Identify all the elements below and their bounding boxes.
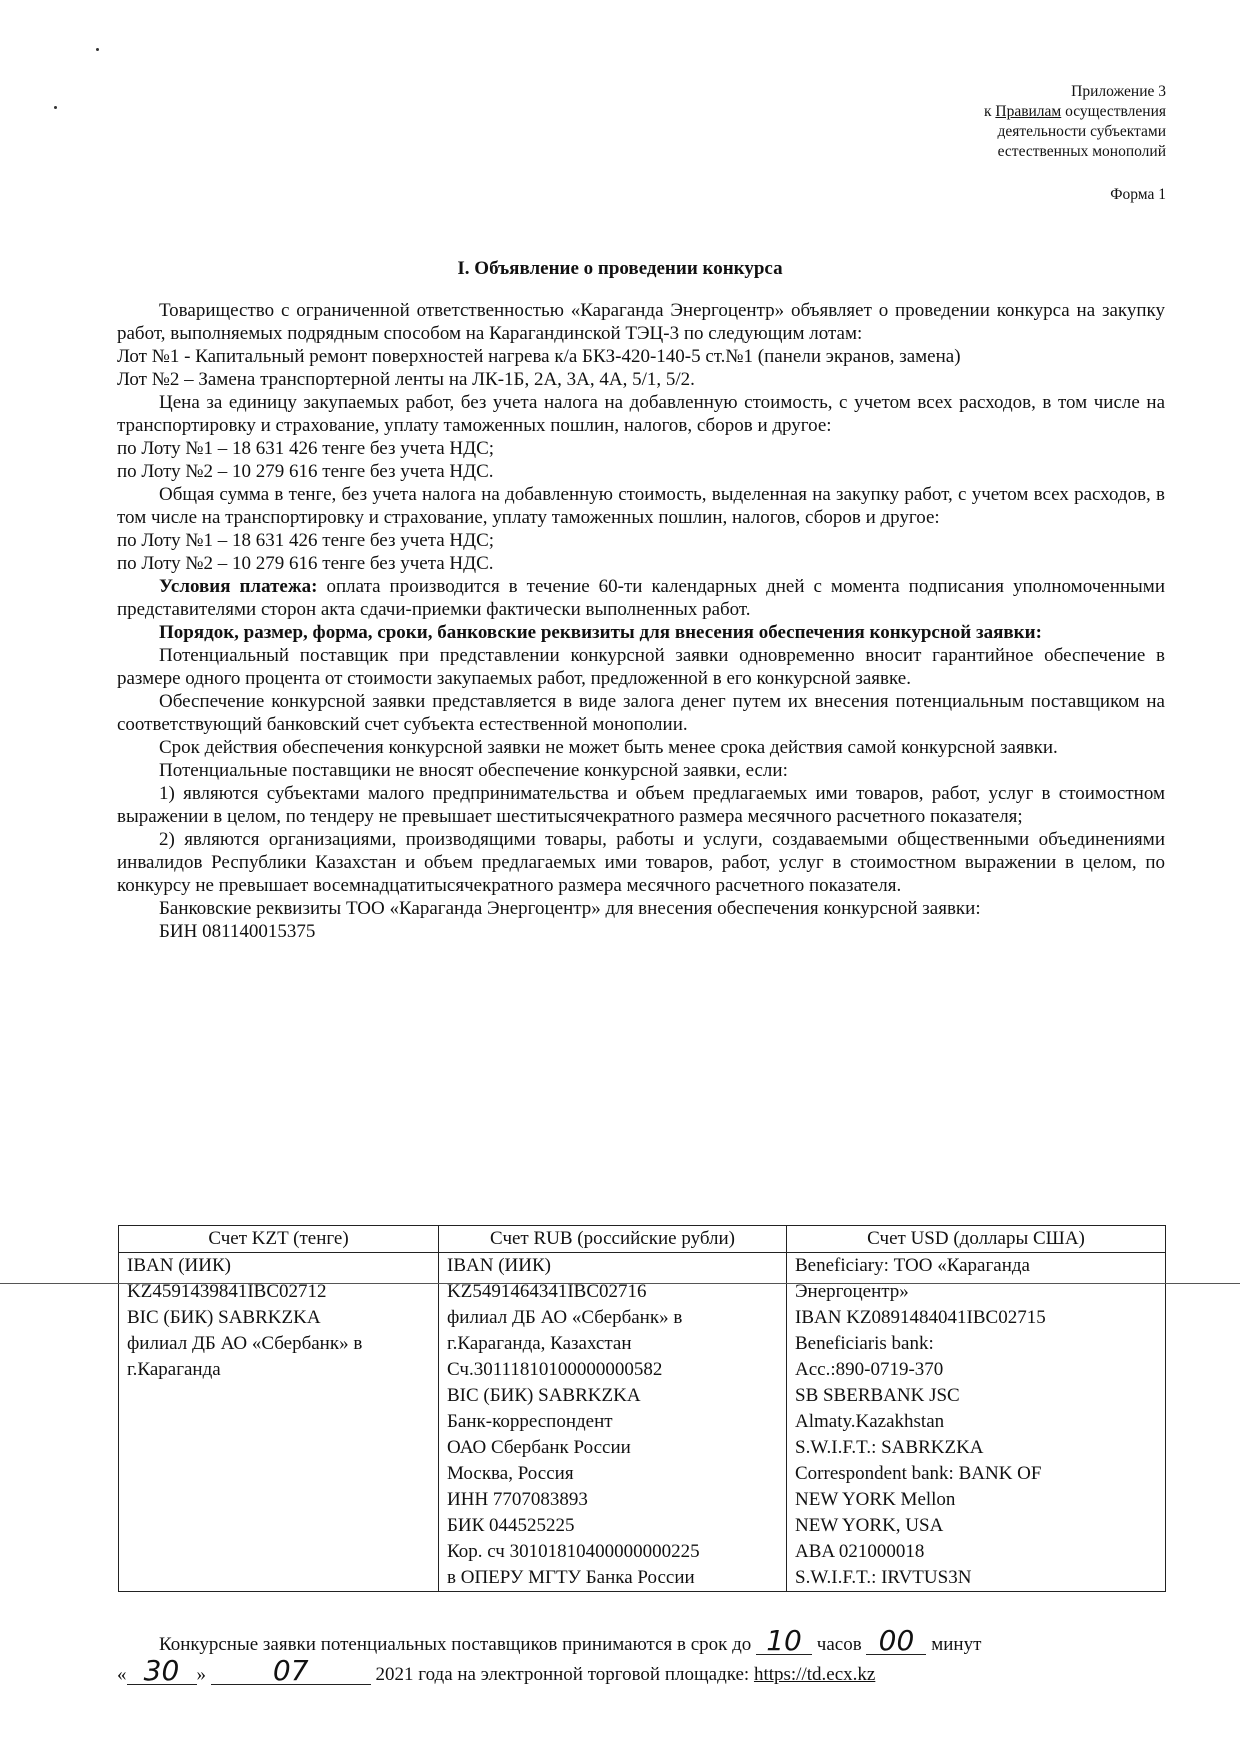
total-paragraph: Общая сумма в тенге, без учета налога на добавленную стоимость, выделенная на закупку работ, с учетом всех расходов, в том числе на транспортировку и страхование, уплату таможенных пошлин, налогов, сборов и другое: xyxy=(117,484,1165,528)
security-paragraph: 1) являются субъектами малого предпринимательства и объем предлагаемых ими товаров, работ, услуг в стоимостном выражении в целом, по тендеру не превышает шеститысячекратного размера месячного расчетного показателя; xyxy=(117,783,1165,827)
table-header-row xyxy=(119,1226,1166,1253)
total-price-lot: по Лоту №1 – 18 631 426 тенге без учета НДС; xyxy=(117,530,495,551)
rules-link[interactable]: Правилам xyxy=(995,103,1062,120)
deadline-line-2: « 30 » 07 2021 года на электронной торговой площадке: https://td.ecx.kz xyxy=(117,1654,876,1687)
account-detail-line: ИНН 7707083893 xyxy=(447,1489,588,1510)
account-detail-line: Москва, Россия xyxy=(447,1463,574,1484)
scan-speck xyxy=(96,48,99,51)
form-number: Форма 1 xyxy=(1110,186,1166,203)
deadline-statement xyxy=(117,1624,1165,1688)
intro-paragraph: Товарищество с ограниченной ответственностью «Караганда Энергоцентр» объявляет о проведении конкурса на закупку работ, выполняемых подрядным способом на Карагандинской ТЭЦ-3 по следующим лотам: xyxy=(117,300,1165,344)
security-paragraph: Потенциальный поставщик при представлении конкурсной заявки одновременно вносит гарантийное обеспечение в размере одного процента от стоимости закупаемых работ, предложенной в его конкурсной заявке. xyxy=(117,645,1165,689)
handwritten-day: 30 xyxy=(127,1658,197,1685)
handwritten-minute: 00 xyxy=(866,1628,926,1655)
account-detail-line: KZ5491464341IBC02716 xyxy=(447,1281,647,1302)
account-detail-line: IBAN KZ0891484041IBC02715 xyxy=(795,1307,1046,1328)
account-detail-line: Сч.30111810100000000582 xyxy=(447,1359,663,1380)
document-title: I. Объявление о проведении конкурса xyxy=(457,258,783,279)
scan-speck xyxy=(54,106,57,109)
account-detail-line: S.W.I.F.T.: IRVTUS3N xyxy=(795,1567,972,1588)
account-detail-line: филиал ДБ АО «Сбербанк» в xyxy=(447,1307,683,1328)
platform-url-link[interactable]: https://td.ecx.kz xyxy=(753,1664,876,1685)
account-detail-line: KZ4591439841IBC02712 xyxy=(127,1281,327,1302)
bank-intro: Банковские реквизиты ТОО «Караганда Энергоцентр» для внесения обеспечения конкурсной заявки: xyxy=(159,898,981,919)
account-detail-line: Acc.:890-0719-370 xyxy=(795,1359,944,1380)
lot-item: Лот №2 – Замена транспортерной ленты на ЛК-1Б, 2А, 3А, 4А, 5/1, 5/2. xyxy=(117,369,695,390)
appendix-number: Приложение 3 xyxy=(1071,83,1166,100)
account-detail-line: Almaty.Kazakhstan xyxy=(795,1411,945,1432)
account-detail-line: БИК 044525225 xyxy=(447,1515,575,1536)
account-detail-line: S.W.I.F.T.: SABRKZKA xyxy=(795,1437,984,1458)
account-detail-line: ABA 021000018 xyxy=(795,1541,925,1562)
account-detail-line: BIC (БИК) SABRKZKA xyxy=(127,1307,321,1328)
account-detail-line: Кор. сч 30101810400000000225 xyxy=(447,1541,700,1562)
account-detail-line: ОАО Сбербанк России xyxy=(447,1437,631,1458)
appendix-line-4: естественных монополий xyxy=(997,143,1166,160)
document-body xyxy=(117,299,1165,943)
account-detail-line: NEW YORK, USA xyxy=(795,1515,944,1536)
usd-account-cell xyxy=(787,1253,1166,1592)
account-detail-line: Correspondent bank: BANK OF xyxy=(795,1463,1042,1484)
scan-line xyxy=(0,1283,1240,1284)
unit-price-lot: по Лоту №1 – 18 631 426 тенге без учета НДС; xyxy=(117,438,495,459)
account-detail-line: Beneficiaris bank: xyxy=(795,1333,934,1354)
account-detail-line: г.Караганда xyxy=(127,1359,221,1380)
account-detail-line: филиал ДБ АО «Сбербанк» в xyxy=(127,1333,363,1354)
security-paragraph: 2) являются организациями, производящими товары, работы и услуги, создаваемыми общественными объединениями инвалидов Республики Казахстан и объем предлагаемых ими товаров, работ, услуг в стоимостном выражении в целом, по конкурсу не превышает восемнадцатитысячекратного размера месячного расчетного показателя. xyxy=(117,829,1165,896)
account-detail-line: г.Караганда, Казахстан xyxy=(447,1333,632,1354)
handwritten-month: 07 xyxy=(211,1658,371,1685)
account-detail-line: SB SBERBANK JSC xyxy=(795,1385,960,1406)
lot-item: Лот №1 - Капитальный ремонт поверхностей нагрева к/а БКЗ-420-140-5 ст.№1 (панели экранов, замена) xyxy=(117,346,961,367)
account-detail-line: NEW YORK Mellon xyxy=(795,1489,956,1510)
account-detail-line: IBAN (ИИК) xyxy=(447,1255,551,1276)
security-paragraph: Срок действия обеспечения конкурсной заявки не может быть менее срока действия самой конкурсной заявки. xyxy=(159,737,1058,758)
account-detail-line: в ОПЕРУ МГТУ Банка России xyxy=(447,1567,695,1588)
rub-account-cell xyxy=(439,1253,787,1592)
account-detail-line: Энергоцентр» xyxy=(795,1281,909,1302)
appendix-rules-line: к Правилам осуществления xyxy=(983,103,1166,120)
account-detail-line: Beneficiary: ТОО «Караганда xyxy=(795,1255,1030,1276)
deadline-line-1: Конкурсные заявки потенциальных поставщиков принимаются в срок до 10 часов 00 минут xyxy=(159,1624,982,1657)
security-paragraph: Обеспечение конкурсной заявки представляется в виде залога денег путем их внесения потенциальным поставщиком на соответствующий банковский счет субъекта естественной монополии. xyxy=(117,691,1165,735)
account-detail-line: IBAN (ИИК) xyxy=(127,1255,231,1276)
unit-price-paragraph: Цена за единицу закупаемых работ, без учета налога на добавленную стоимость, с учетом всех расходов, в том числе на транспортировку и страхование, уплату таможенных пошлин, налогов, сборов и другое: xyxy=(117,392,1165,436)
kzt-account-cell xyxy=(119,1253,439,1592)
table-row xyxy=(119,1253,1166,1592)
bin-number: БИН 081140015375 xyxy=(159,921,316,942)
security-heading: Порядок, размер, форма, сроки, банковские реквизиты для внесения обеспечения конкурсной заявки: xyxy=(159,622,1042,643)
total-price-lot: по Лоту №2 – 10 279 616 тенге без учета НДС. xyxy=(117,553,494,574)
usd-column-header: Счет USD (доллары США) xyxy=(787,1226,1166,1253)
payment-terms: Условия платежа: оплата производится в течение 60-ти календарных дней с момента подписания уполномоченными представителями сторон акта сдачи-приемки фактически выполненных работ. xyxy=(117,576,1165,620)
unit-price-lot: по Лоту №2 – 10 279 616 тенге без учета НДС. xyxy=(117,461,494,482)
security-paragraph: Потенциальные поставщики не вносят обеспечение конкурсной заявки, если: xyxy=(159,760,788,781)
rub-column-header: Счет RUB (российские рубли) xyxy=(439,1226,787,1253)
account-detail-line: Банк-корреспондент xyxy=(447,1411,613,1432)
kzt-column-header: Счет KZT (тенге) xyxy=(119,1226,439,1253)
account-detail-line: BIC (БИК) SABRKZKA xyxy=(447,1385,641,1406)
handwritten-hour: 10 xyxy=(756,1628,812,1655)
appendix-header xyxy=(836,82,1166,162)
bank-details-table xyxy=(118,1225,1166,1592)
appendix-line-3: деятельности субъектами xyxy=(997,123,1166,140)
